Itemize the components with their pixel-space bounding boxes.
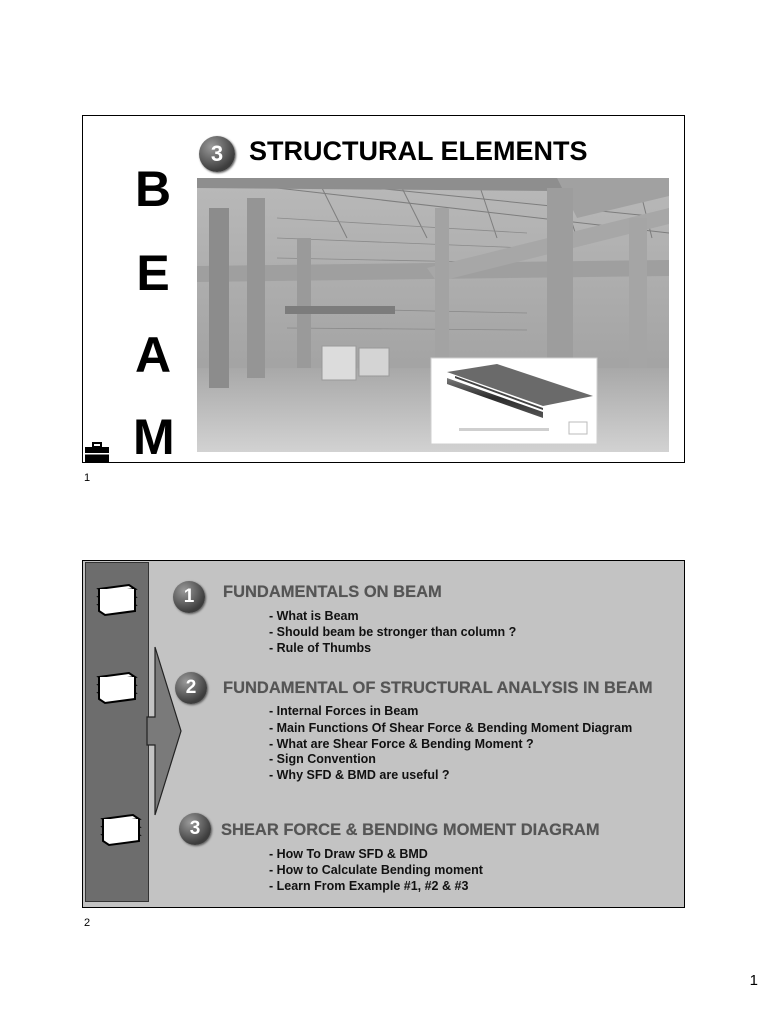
section-1-item: - Rule of Thumbs <box>269 641 372 655</box>
section-2-badge: 2 <box>175 672 207 704</box>
books-icon <box>99 811 143 847</box>
beam-letter-b: B <box>134 161 172 217</box>
section-3-item: - Learn From Example #1, #2 & #3 <box>269 879 469 893</box>
section-3-item: - How to Calculate Bending moment <box>269 863 483 877</box>
construction-site-photo <box>197 178 669 452</box>
section-1-item: - What is Beam <box>269 609 359 623</box>
arrow-icon <box>145 641 185 821</box>
books-icon <box>95 669 139 705</box>
section-1-badge: 1 <box>173 581 205 613</box>
section-2-item: - What are Shear Force & Bending Moment ? <box>269 737 534 751</box>
slide-number-2: 2 <box>84 917 91 929</box>
beam-letter-e: E <box>136 245 170 301</box>
beam-letter-a: A <box>134 327 172 383</box>
slide-title: STRUCTURAL ELEMENTS <box>249 136 588 166</box>
briefcase-icon <box>85 442 109 462</box>
section-number-badge: 3 <box>199 136 235 172</box>
section-2-item: - Main Functions Of Shear Force & Bending Moment Diagram <box>269 721 633 735</box>
beam-letter-m: M <box>133 409 175 465</box>
section-3-title: SHEAR FORCE & BENDING MOMENT DIAGRAM <box>221 821 600 839</box>
section-1-item: - Should beam be stronger than column ? <box>269 625 517 639</box>
section-2-title: FUNDAMENTAL OF STRUCTURAL ANALYSIS IN BEAM <box>223 679 653 697</box>
slide-1 <box>82 115 685 463</box>
section-3-badge: 3 <box>179 813 211 845</box>
section-3-item: - How To Draw SFD & BMD <box>269 847 428 861</box>
section-2-item: - Sign Convention <box>269 752 376 766</box>
section-1-title: FUNDAMENTALS ON BEAM <box>223 583 442 601</box>
section-2-item: - Why SFD & BMD are useful ? <box>269 768 450 782</box>
books-icon <box>95 581 139 617</box>
section-2-item: - Internal Forces in Beam <box>269 704 419 718</box>
page-number: 1 <box>749 972 758 989</box>
slide-number-1: 1 <box>84 472 91 484</box>
slide-2 <box>82 560 685 908</box>
